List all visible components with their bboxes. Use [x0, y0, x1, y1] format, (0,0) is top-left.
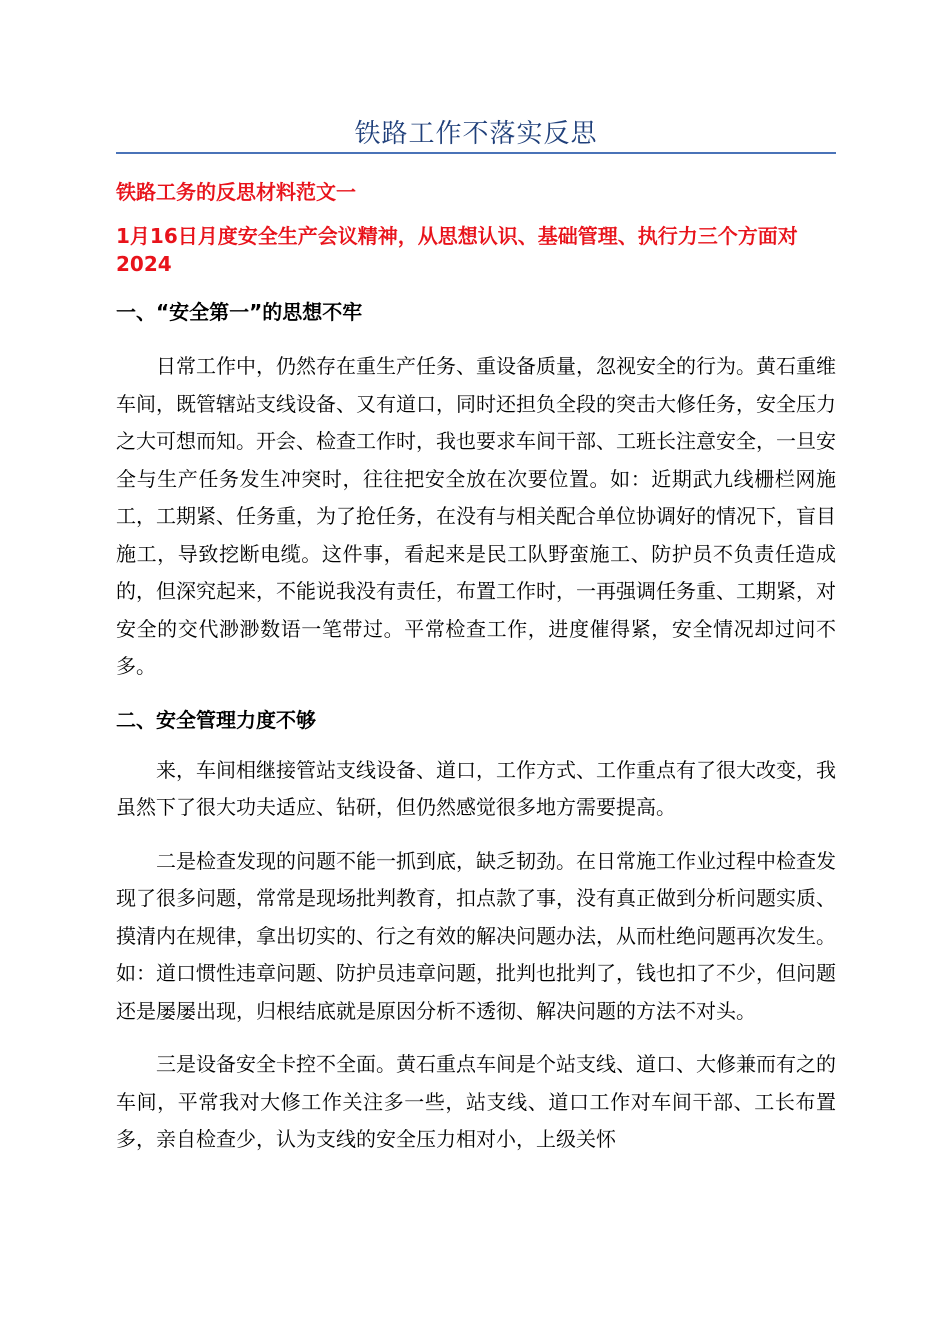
- section-2-paragraph-2: 二是检查发现的问题不能一抓到底，缺乏韧劲。在日常施工作业过程中检查发现了很多问题，常常是现场批判教育，扣点款了事，没有真正做到分析问题实质、摸清内在规律，拿出切实的、行之有效的解决问题办法，从而杜绝问题再次发生。如：道口惯性违章问题、防护员违章问题，批判也批判了，钱也扣了不少，但问题还是屡屡出现，归根结底就是原因分析不透彻、解决问题的方法不对头。: [116, 848, 836, 1023]
- document-page: [116, 0, 836, 1159]
- section-2-paragraph-1: 来，车间相继接管站支线设备、道口，工作方式、工作重点有了很大改变，我虽然下了很大功夫适应、钻研，但仍然感觉很多地方需要提高。: [116, 757, 836, 819]
- subtitle-heading: 铁路工务的反思材料范文一: [116, 180, 356, 204]
- section-heading-2: 二、安全管理力度不够: [116, 707, 316, 732]
- section-heading-1: 一、“安全第一”的思想不牢: [116, 300, 363, 324]
- section-1-paragraph-1: 日常工作中，仍然存在重生产任务、重设备质量，忽视安全的行为。黄石重维车间，既管辖站支线设备、又有道口，同时还担负全段的突击大修任务，安全压力之大可想而知。开会、检查工作时，我也要求车间干部、工班长注意安全，一旦安全与生产任务发生冲突时，往往把安全放在次要位置。如：近期武九线栅栏网施工，工期紧、任务重，为了抢任务，在没有与相关配合单位协调好的情况下，盲目施工，导致挖断电缆。这件事，看起来是民工队野蛮施工、防护员不负责任造成的，但深究起来，不能说我没有责任，布置工作时，一再强调任务重、工期紧，对安全的交代渺渺数语一笔带过。平常检查工作，进度催得紧，安全情况却过问不多。: [116, 354, 836, 678]
- document-title: 铁路工作不落实反思: [354, 119, 598, 149]
- intro-heading: 1月16日月度安全生产会议精神，从思想认识、基础管理、执行力三个方面对2024: [116, 224, 798, 276]
- title-underline: [116, 152, 836, 154]
- section-2-paragraph-3: 三是设备安全卡控不全面。黄石重点车间是个站支线、道口、大修兼而有之的车间，平常我对大修工作关注多一些，站支线、道口工作对车间干部、工长布置多，亲自检查少，认为支线的安全压力相对小，上级关怀: [116, 1052, 836, 1151]
